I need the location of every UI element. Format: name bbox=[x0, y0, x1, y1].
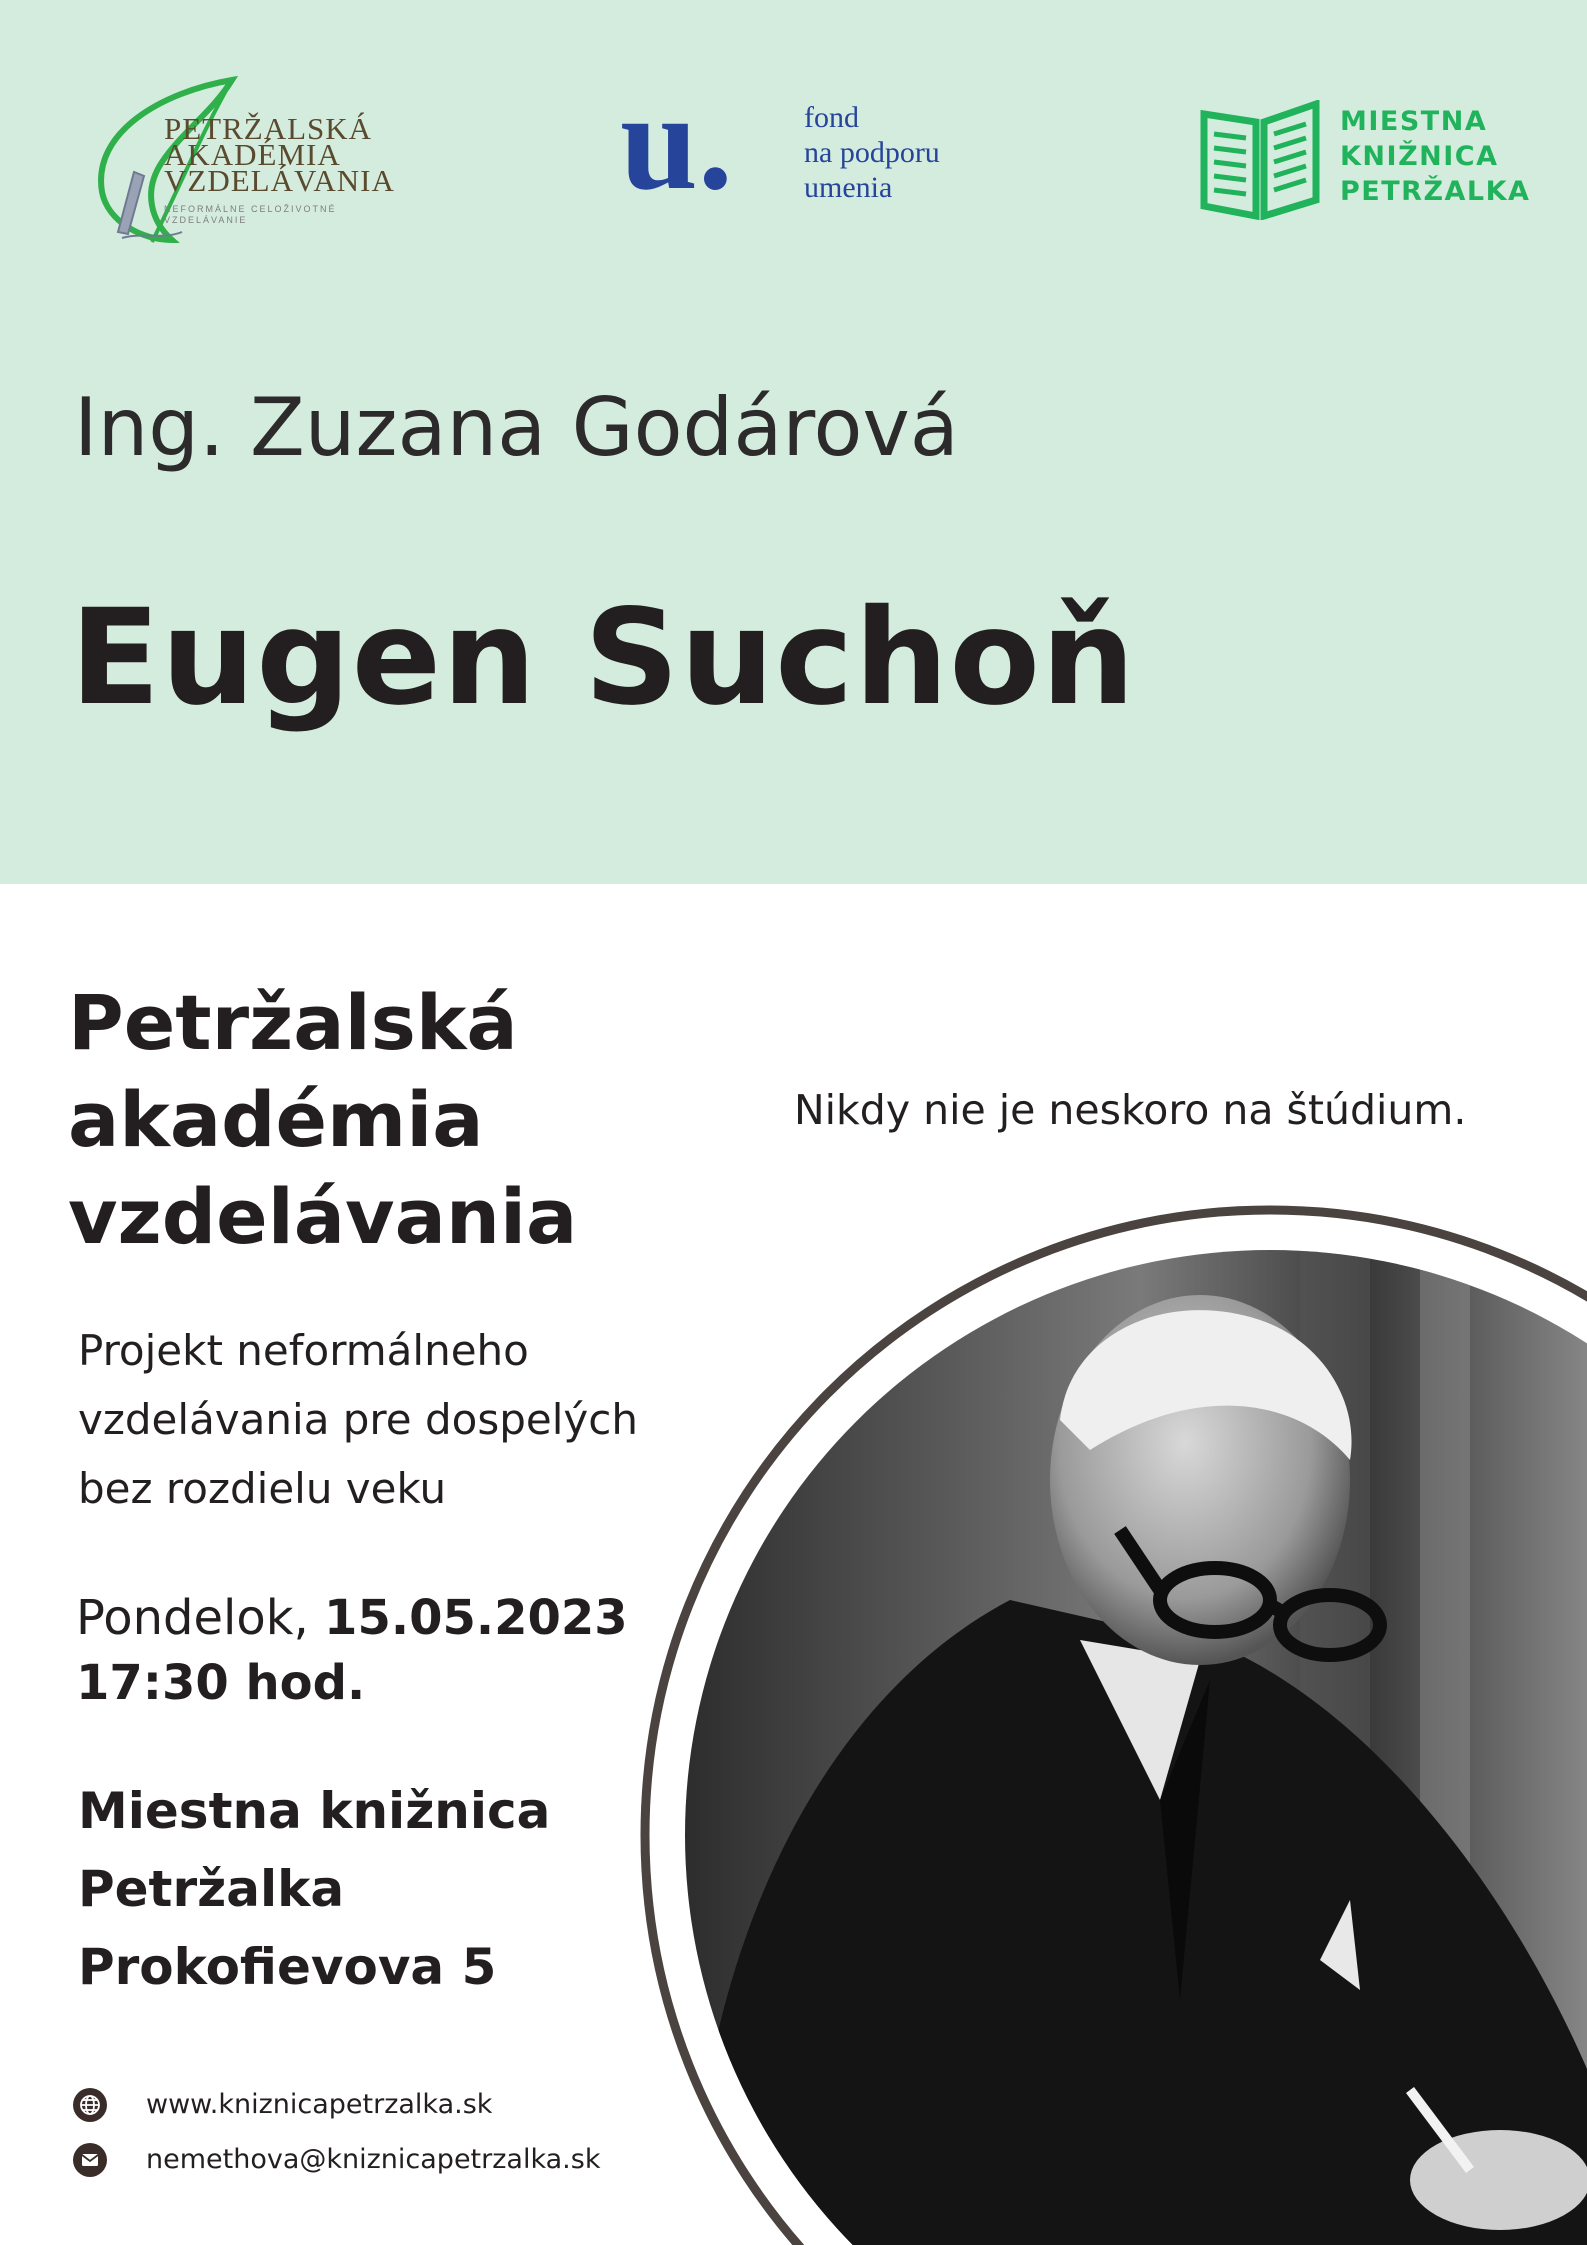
website-link[interactable]: www.kniznicapetrzalka.sk bbox=[146, 2089, 493, 2120]
academy-title-line: vzdelávania bbox=[68, 1172, 578, 1261]
project-description bbox=[78, 1316, 638, 1523]
fpu-logo-line: umenia bbox=[804, 171, 893, 204]
event-date: 15.05.2023 bbox=[324, 1590, 628, 1646]
academy-title-line: Petržalská bbox=[68, 978, 518, 1067]
pav-logo-subline: NEFORMÁLNE CELOŽIVOTNÉ bbox=[164, 204, 337, 214]
event-datetime bbox=[76, 1586, 628, 1716]
fpu-logo-mark: u. bbox=[620, 64, 733, 219]
fpu-logo-line: fond bbox=[804, 101, 859, 134]
lecture-topic: Eugen Suchoň bbox=[70, 581, 1137, 735]
mkp-logo-line: MIESTNA bbox=[1340, 106, 1488, 137]
event-venue bbox=[78, 1772, 550, 2006]
mail-icon bbox=[72, 2142, 108, 2178]
portrait-ring bbox=[645, 1210, 1587, 2245]
event-day: Pondelok, bbox=[76, 1590, 325, 1646]
pav-logo-line: PETRŽALSKÁ bbox=[164, 111, 373, 146]
mkp-logo-line: PETRŽALKA bbox=[1340, 176, 1531, 207]
venue-line: Miestna knižnica bbox=[78, 1782, 551, 1840]
venue-line: Petržalka bbox=[78, 1860, 345, 1918]
fpu-logo bbox=[620, 64, 1000, 220]
lecturer-name: Ing. Zuzana Godárová bbox=[74, 381, 959, 474]
academy-title-line: akadémia bbox=[68, 1075, 484, 1164]
email-link[interactable]: nemethova@kniznicapetrzalka.sk bbox=[146, 2144, 601, 2175]
pav-logo-subline: VZDELÁVANIE bbox=[164, 215, 248, 225]
open-book-icon bbox=[1200, 100, 1320, 220]
project-line: Projekt neformálneho bbox=[78, 1326, 529, 1375]
globe-icon bbox=[72, 2087, 108, 2123]
project-line: bez rozdielu veku bbox=[78, 1464, 447, 1513]
project-line: vzdelávania pre dospelých bbox=[78, 1395, 638, 1444]
event-time: 17:30 hod. bbox=[76, 1655, 366, 1711]
fpu-logo-line: na podporu bbox=[804, 136, 940, 169]
academy-title bbox=[68, 974, 577, 1265]
motto: Nikdy nie je neskoro na štúdium. bbox=[794, 1086, 1467, 1134]
pav-logo-line: AKADÉMIA bbox=[164, 137, 341, 172]
pav-logo-line: VZDELÁVANIA bbox=[164, 163, 395, 198]
pav-logo bbox=[82, 72, 402, 248]
mkp-logo bbox=[1200, 100, 1560, 225]
mkp-logo-line: KNIŽNICA bbox=[1340, 141, 1499, 172]
venue-line: Prokofievova 5 bbox=[78, 1938, 497, 1996]
